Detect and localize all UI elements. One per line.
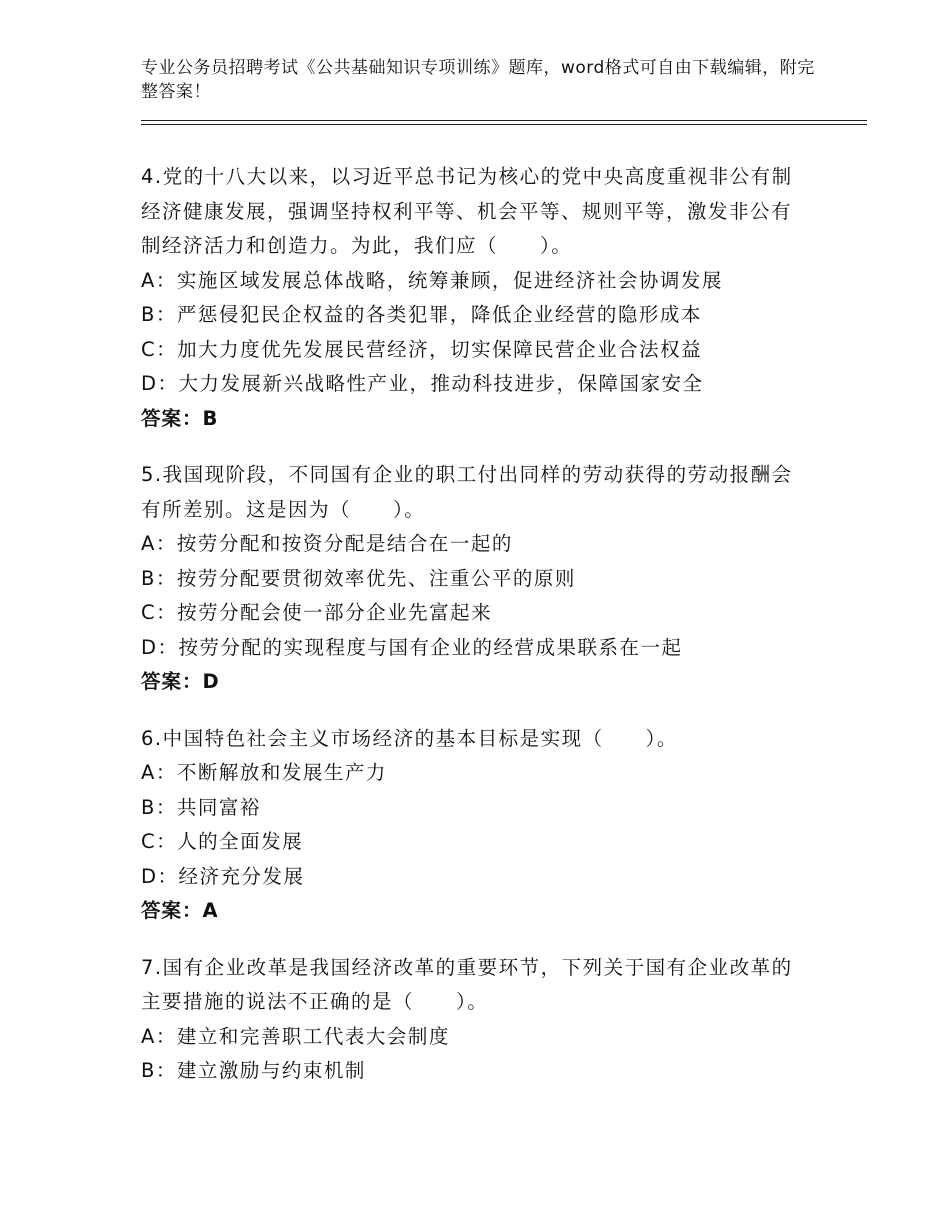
answer-line: 答案：B [141, 406, 219, 430]
answer-line: 答案：A [141, 899, 219, 922]
answer-line: 答案：D [141, 670, 220, 693]
option-c: C：按劳分配会使一部分企业先富起来 [141, 601, 493, 624]
option-d: D：大力发展新兴战略性产业，推动科技进步，保障国家安全 [141, 372, 704, 395]
question-stem: 4.党的十八大以来，以习近平总书记为核心的党中央高度重视非公有制经济健康发展，强调坚持权利平等、机会平等、规则平等，激发非公有制经济活力和创造力。为此，我们应（ ）。 [141, 165, 793, 257]
option-a: A：不断解放和发展生产力 [141, 761, 387, 784]
question-stem: 5.我国现阶段，不同国有企业的职工付出同样的劳动获得的劳动报酬会有所差别。这是因为（ ）。 [141, 463, 793, 521]
option-b: B：按劳分配要贯彻效率优先、注重公平的原则 [141, 566, 576, 590]
question-stem: 6.中国特色社会主义市场经济的基本目标是实现（ ）。 [141, 726, 678, 750]
document-header: 专业公务员招聘考试《公共基础知识专项训练》题库，word格式可自由下载编辑，附完整答案！ [141, 58, 815, 102]
header-divider-top [141, 120, 867, 121]
question-7 [141, 951, 811, 1089]
option-a: A：按劳分配和按资分配是结合在一起的 [141, 532, 513, 555]
option-b: B：共同富裕 [141, 795, 261, 819]
option-a: A：实施区域发展总体战略，统筹兼顾，促进经济社会协调发展 [141, 268, 723, 292]
question-list [141, 160, 811, 1111]
option-a: A：建立和完善职工代表大会制度 [141, 1024, 450, 1048]
option-d: D：经济充分发展 [141, 864, 305, 888]
option-b: B：建立激励与约束机制 [141, 1059, 366, 1082]
option-c: C：加大力度优先发展民营经济，切实保障民营企业合法权益 [141, 337, 703, 361]
header-divider-bottom [141, 124, 867, 125]
question-4 [141, 160, 811, 436]
option-d: D：按劳分配的实现程度与国有企业的经营成果联系在一起 [141, 635, 683, 659]
option-c: C：人的全面发展 [141, 830, 304, 853]
question-5 [141, 458, 811, 700]
question-stem: 7.国有企业改革是我国经济改革的重要环节，下列关于国有企业改革的主要措施的说法不正确的是（ ）。 [141, 955, 793, 1013]
question-6 [141, 722, 811, 929]
option-b: B：严惩侵犯民企权益的各类犯罪，降低企业经营的隐形成本 [141, 303, 702, 326]
